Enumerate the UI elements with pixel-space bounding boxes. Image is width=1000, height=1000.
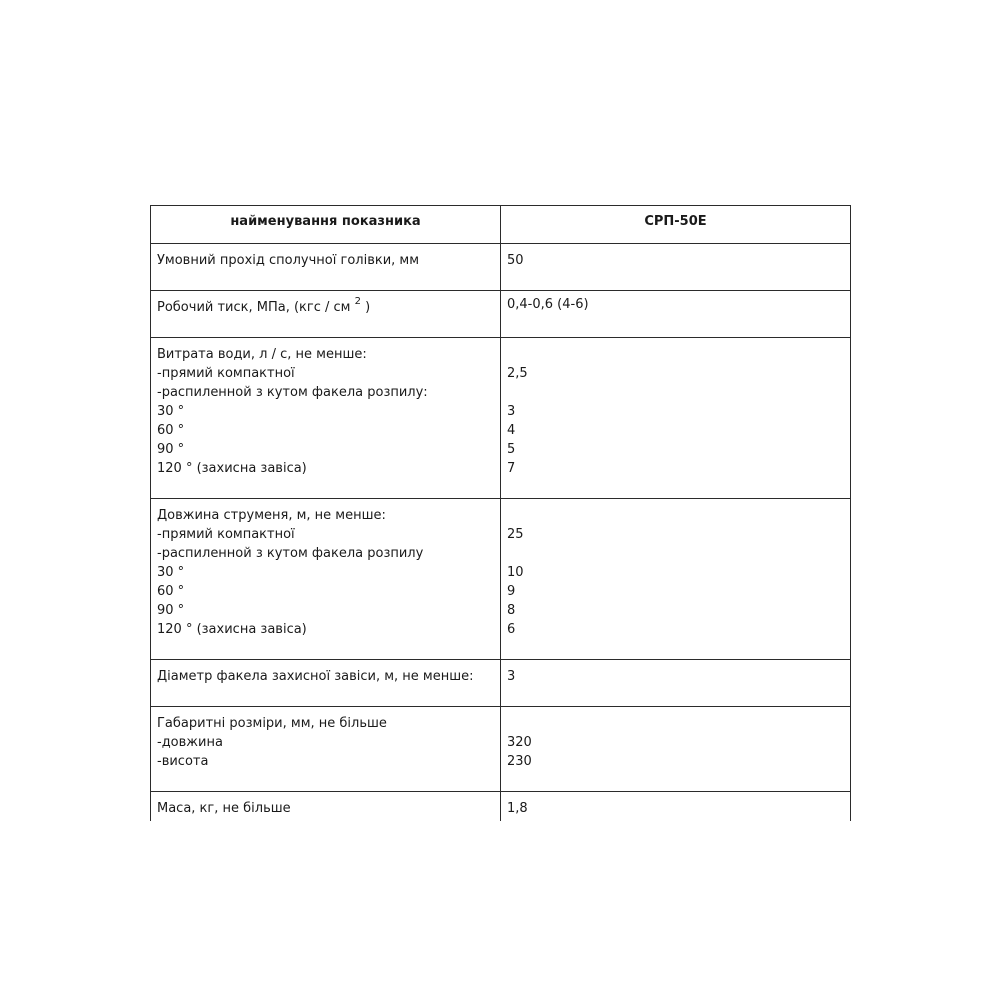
param-line: Габаритні розміри, мм, не більше [157,716,387,731]
value-line [507,544,844,563]
param-line: -прямий компактної [157,527,295,542]
param-cell [151,792,501,822]
param-line: Діаметр факела захисної завіси, м, не менше: [157,669,474,684]
param-cell [151,244,501,291]
value-line: 50 [507,253,524,268]
param-line: 120 ° (захисна завіса) [157,461,307,476]
param-line: -распиленной з кутом факела розпилу: [157,385,428,400]
param-line: -прямий компактної [157,366,295,381]
value-cell [501,499,851,660]
param-line: 60 ° [157,423,185,438]
param-line: -распиленной з кутом факела розпилу [157,546,424,561]
table-row [151,291,851,338]
value-line: 2,5 [507,366,528,381]
value-cell [501,244,851,291]
value-line: 5 [507,442,516,457]
value-line: 4 [507,423,516,438]
table-row [151,338,851,499]
param-text-suffix: ) [361,300,371,315]
param-cell [151,291,501,338]
param-line: 60 ° [157,584,185,599]
value-line: 1,8 [507,801,528,816]
param-line: 120 ° (захисна завіса) [157,622,307,637]
param-cell [151,499,501,660]
param-line: Довжина струменя, м, не менше: [157,508,386,523]
param-line: -довжина [157,735,223,750]
table-header-row [151,206,851,244]
superscript-exponent: 2 [354,295,361,307]
value-cell [501,338,851,499]
value-cell [501,707,851,792]
table-row [151,244,851,291]
value-line: 6 [507,622,516,637]
param-line: 30 ° [157,404,185,419]
param-line: Маса, кг, не більше [157,801,291,816]
param-line: -висота [157,754,209,769]
value-line: 320 [507,735,532,750]
value-line [507,383,844,402]
value-line [507,714,844,733]
param-line: Умовний прохід сполучної голівки, мм [157,253,420,268]
table-row [151,707,851,792]
param-line: 90 ° [157,603,185,618]
param-text: Робочий тиск, МПа, (кгс / см [157,300,351,315]
table-row [151,660,851,707]
value-cell [501,792,851,822]
column-header-model: СРП-50Е [501,206,851,244]
value-line: 9 [507,584,516,599]
param-cell [151,660,501,707]
value-line [507,345,844,364]
value-line: 25 [507,527,524,542]
value-cell [501,660,851,707]
value-line [507,506,844,525]
spec-table [150,205,851,821]
value-line: 7 [507,461,516,476]
param-line: 90 ° [157,442,185,457]
value-line: 230 [507,754,532,769]
param-line [157,295,494,317]
value-line: 10 [507,565,524,580]
param-line: Витрата води, л / с, не менше: [157,347,367,362]
table-row [151,792,851,822]
value-line: 3 [507,404,516,419]
value-line: 8 [507,603,516,618]
param-cell [151,707,501,792]
table-row [151,499,851,660]
param-cell [151,338,501,499]
value-cell [501,291,851,338]
value-line: 0,4-0,6 (4-6) [507,297,589,312]
param-line: 30 ° [157,565,185,580]
column-header-parameter: найменування показника [151,206,501,244]
value-line: 3 [507,669,516,684]
